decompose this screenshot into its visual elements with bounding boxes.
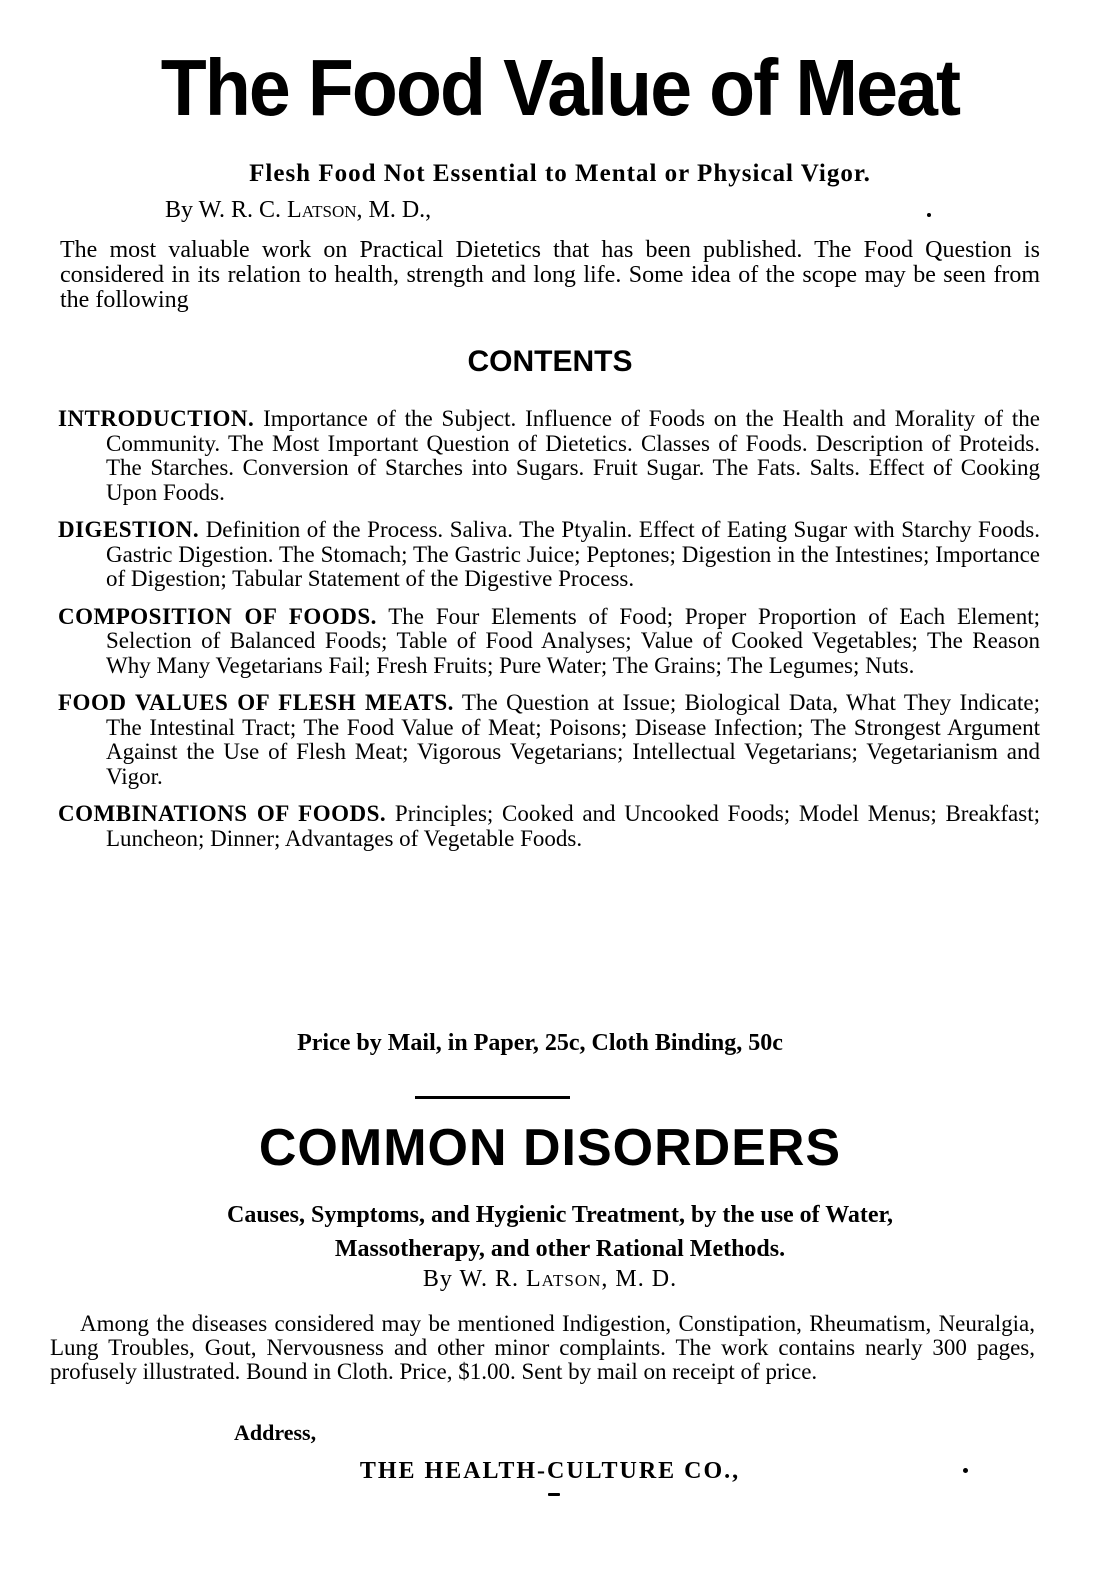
contents-entry-digestion (58, 518, 1040, 592)
entry-heading: COMPOSITION OF FOODS. (58, 603, 377, 629)
contents-entry-combinations (58, 802, 1040, 851)
book-description-2: Among the diseases considered may be mentioned Indigestion, Constipation, Rheumatism, Neuralgia, Lung Troubles, Gout, Nervousness and other minor complaints. The work contains nearly 300 pages, profusely illustrated. Bound in Cloth. Price, $1.00. Sent by mail on receipt of price. (50, 1311, 1035, 1384)
book-subtitle: Flesh Food Not Essential to Mental or Physical Vigor. (249, 160, 871, 187)
entry-heading: INTRODUCTION. (58, 406, 255, 431)
book-subtitle-2 (40, 1198, 1080, 1266)
book-description: The most valuable work on Practical Dietetics that has been published. The Food Question is considered in its relation to health, strength and long life. Some idea of the scope may be seen from the following (60, 237, 1040, 313)
publisher-name: THE HEALTH-CULTURE CO., (359, 1458, 741, 1484)
byline-prefix: By W. R. (422, 1266, 519, 1292)
entry-heading: FOOD VALUES OF FLESH MEATS. (58, 690, 454, 715)
print-speck (963, 1468, 968, 1473)
entry-text: The Question at Issue; Biological Data, What They Indicate; The Intestinal Tract; The Food Value of Meat; Poisons; Disease Infection; The Strongest Argument Against the Use of Flesh Meat; Vigorous Vegetarians; Intellectual Vegetarians; Vegetarianism and Vigor. (106, 690, 1040, 789)
byline-prefix: By W. R. C. (165, 197, 282, 223)
contents-entry-composition (58, 605, 1040, 679)
byline-author: Latson (525, 1266, 602, 1292)
byline-author: Latson (287, 197, 357, 223)
author-byline-2 (0, 1266, 1100, 1293)
contents-list (58, 407, 1040, 864)
entry-text: Importance of the Subject. Influence of Foods on the Health and Morality of the Community. The Most Important Question of Dietetics. Classes of Foods. Description of Proteids. The Starches. Conversion of Starches into Sugars. Fruit Sugar. The Fats. Salts. Effect of Cooking Upon Foods. (106, 406, 1041, 505)
price-line: Price by Mail, in Paper, 25c, Cloth Binding, 50c (297, 1030, 783, 1056)
subtitle-line-1: Causes, Symptoms, and Hygienic Treatment, by the use of Water, (226, 1202, 894, 1228)
book-title-food-value-of-meat: The Food Value of Meat (160, 43, 960, 132)
byline-suffix: , M. D., (356, 197, 432, 223)
contents-entry-flesh-meats (58, 691, 1040, 789)
section-divider (415, 1096, 570, 1099)
contents-entry-introduction (58, 407, 1040, 505)
contents-heading: CONTENTS (467, 345, 633, 378)
entry-text: Definition of the Process. Saliva. The Ptyalin. Effect of Eating Sugar with Starchy Foods. Gastric Digestion. The Stomach; The Gastric Juice; Peptones; Digestion in the Intestines; Importance of Digestion; Tabular Statement of the Digestive Process. (106, 517, 1040, 591)
address-label: Address, (234, 1420, 317, 1445)
print-speck (927, 213, 931, 217)
subtitle-line-2: Massotherapy, and other Rational Methods. (334, 1236, 786, 1262)
book-title-common-disorders: COMMON DISORDERS (258, 1119, 842, 1177)
entry-text: The Four Elements of Food; Proper Proportion of Each Element; Selection of Balanced Foods; Table of Food Analyses; Value of Cooked Vegetables; The Reason Why Many Vegetarians Fail; Fresh Fruits; Pure Water; The Grains; The Legumes; Nuts. (106, 603, 1040, 678)
byline-suffix: , M. D. (601, 1266, 678, 1292)
author-byline (165, 197, 431, 224)
entry-text: Principles; Cooked and Uncooked Foods; Model Menus; Breakfast; Luncheon; Dinner; Advantages of Vegetable Foods. (106, 801, 1040, 851)
entry-heading: DIGESTION. (58, 517, 200, 542)
print-speck (548, 1493, 560, 1496)
entry-heading: COMBINATIONS OF FOODS. (58, 801, 387, 826)
